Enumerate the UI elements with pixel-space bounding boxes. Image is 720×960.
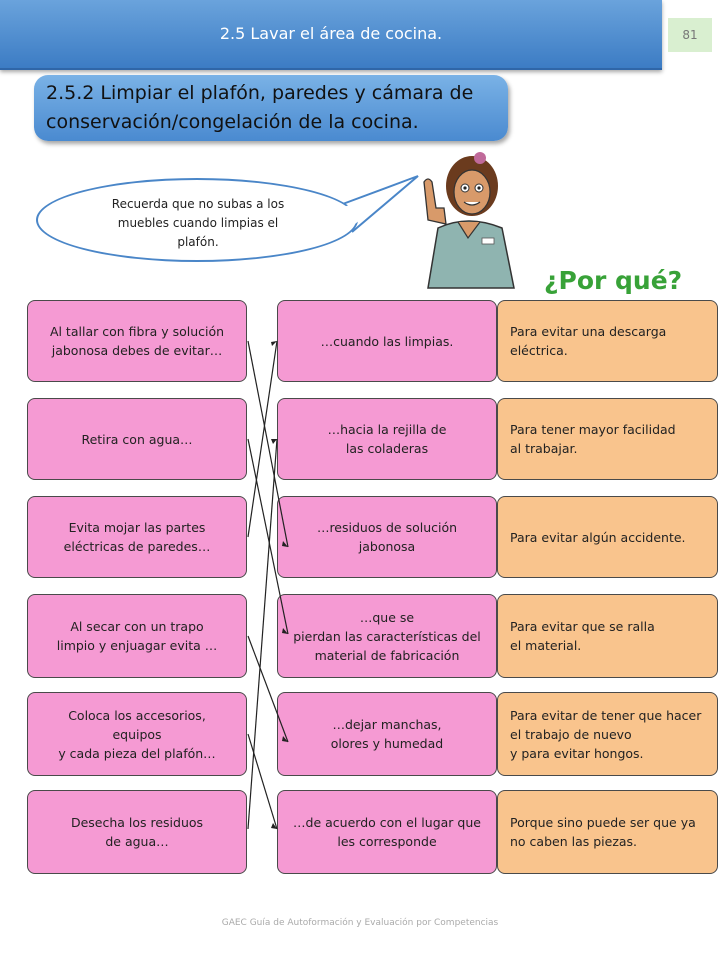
- header-title: 2.5 Lavar el área de cocina.: [219, 24, 443, 43]
- left-phrase-text: Al secar con un trapo limpio y enjuagar evita …: [56, 619, 218, 653]
- footer-text: GAEC Guía de Autoformación y Evaluación por Competencias: [221, 918, 499, 928]
- middle-phrase-text: …dejar manchas, olores y humedad: [330, 717, 444, 751]
- left-phrase-text: Al tallar con fibra y solución jabonosa debes de evitar…: [49, 324, 225, 358]
- page-number: 81: [668, 18, 712, 52]
- reason-box-text: Para tener mayor facilidad al trabajar.: [510, 422, 676, 456]
- subtitle-line-2: conservación/congelación de la cocina.: [46, 111, 419, 133]
- subtitle-line-1: 2.5.2 Limpiar el plafón, paredes y cámara de: [46, 82, 474, 104]
- bubble-line-3: plafón.: [177, 235, 219, 249]
- left-phrase-text: Evita mojar las partes eléctricas de paredes…: [63, 520, 211, 554]
- left-phrase-text: Retira con agua…: [81, 431, 193, 447]
- middle-phrase-text: …que se pierdan las características del material de fabricación: [293, 609, 481, 663]
- reason-box-text: Para evitar que se ralla el material.: [510, 619, 655, 653]
- reason-box-text: Para evitar de tener que hacer el trabajo de nuevo y para evitar hongos.: [510, 707, 702, 761]
- bubble-line-2: muebles cuando limpias el: [117, 216, 279, 230]
- middle-phrase-text: …residuos de solución jabonosa: [316, 520, 458, 554]
- reason-box-text: Para evitar una descarga eléctrica.: [510, 324, 667, 358]
- reason-box-text: Para evitar algún accidente.: [510, 529, 686, 545]
- left-phrase-text: Coloca los accesorios, equipos y cada pieza del plafón…: [58, 707, 216, 761]
- middle-phrase-text: …hacia la rejilla de las coladeras: [327, 422, 447, 456]
- middle-phrase-text: …cuando las limpias.: [320, 333, 454, 349]
- bubble-line-1: Recuerda que no subas a los: [111, 197, 285, 211]
- middle-phrase-text: …de acuerdo con el lugar que les corresponde: [293, 815, 481, 849]
- por-que-heading: ¿Por qué?: [544, 266, 683, 295]
- left-phrase-text: Desecha los residuos de agua…: [70, 815, 204, 849]
- reason-box-text: Porque sino puede ser que ya no caben las piezas.: [510, 815, 696, 849]
